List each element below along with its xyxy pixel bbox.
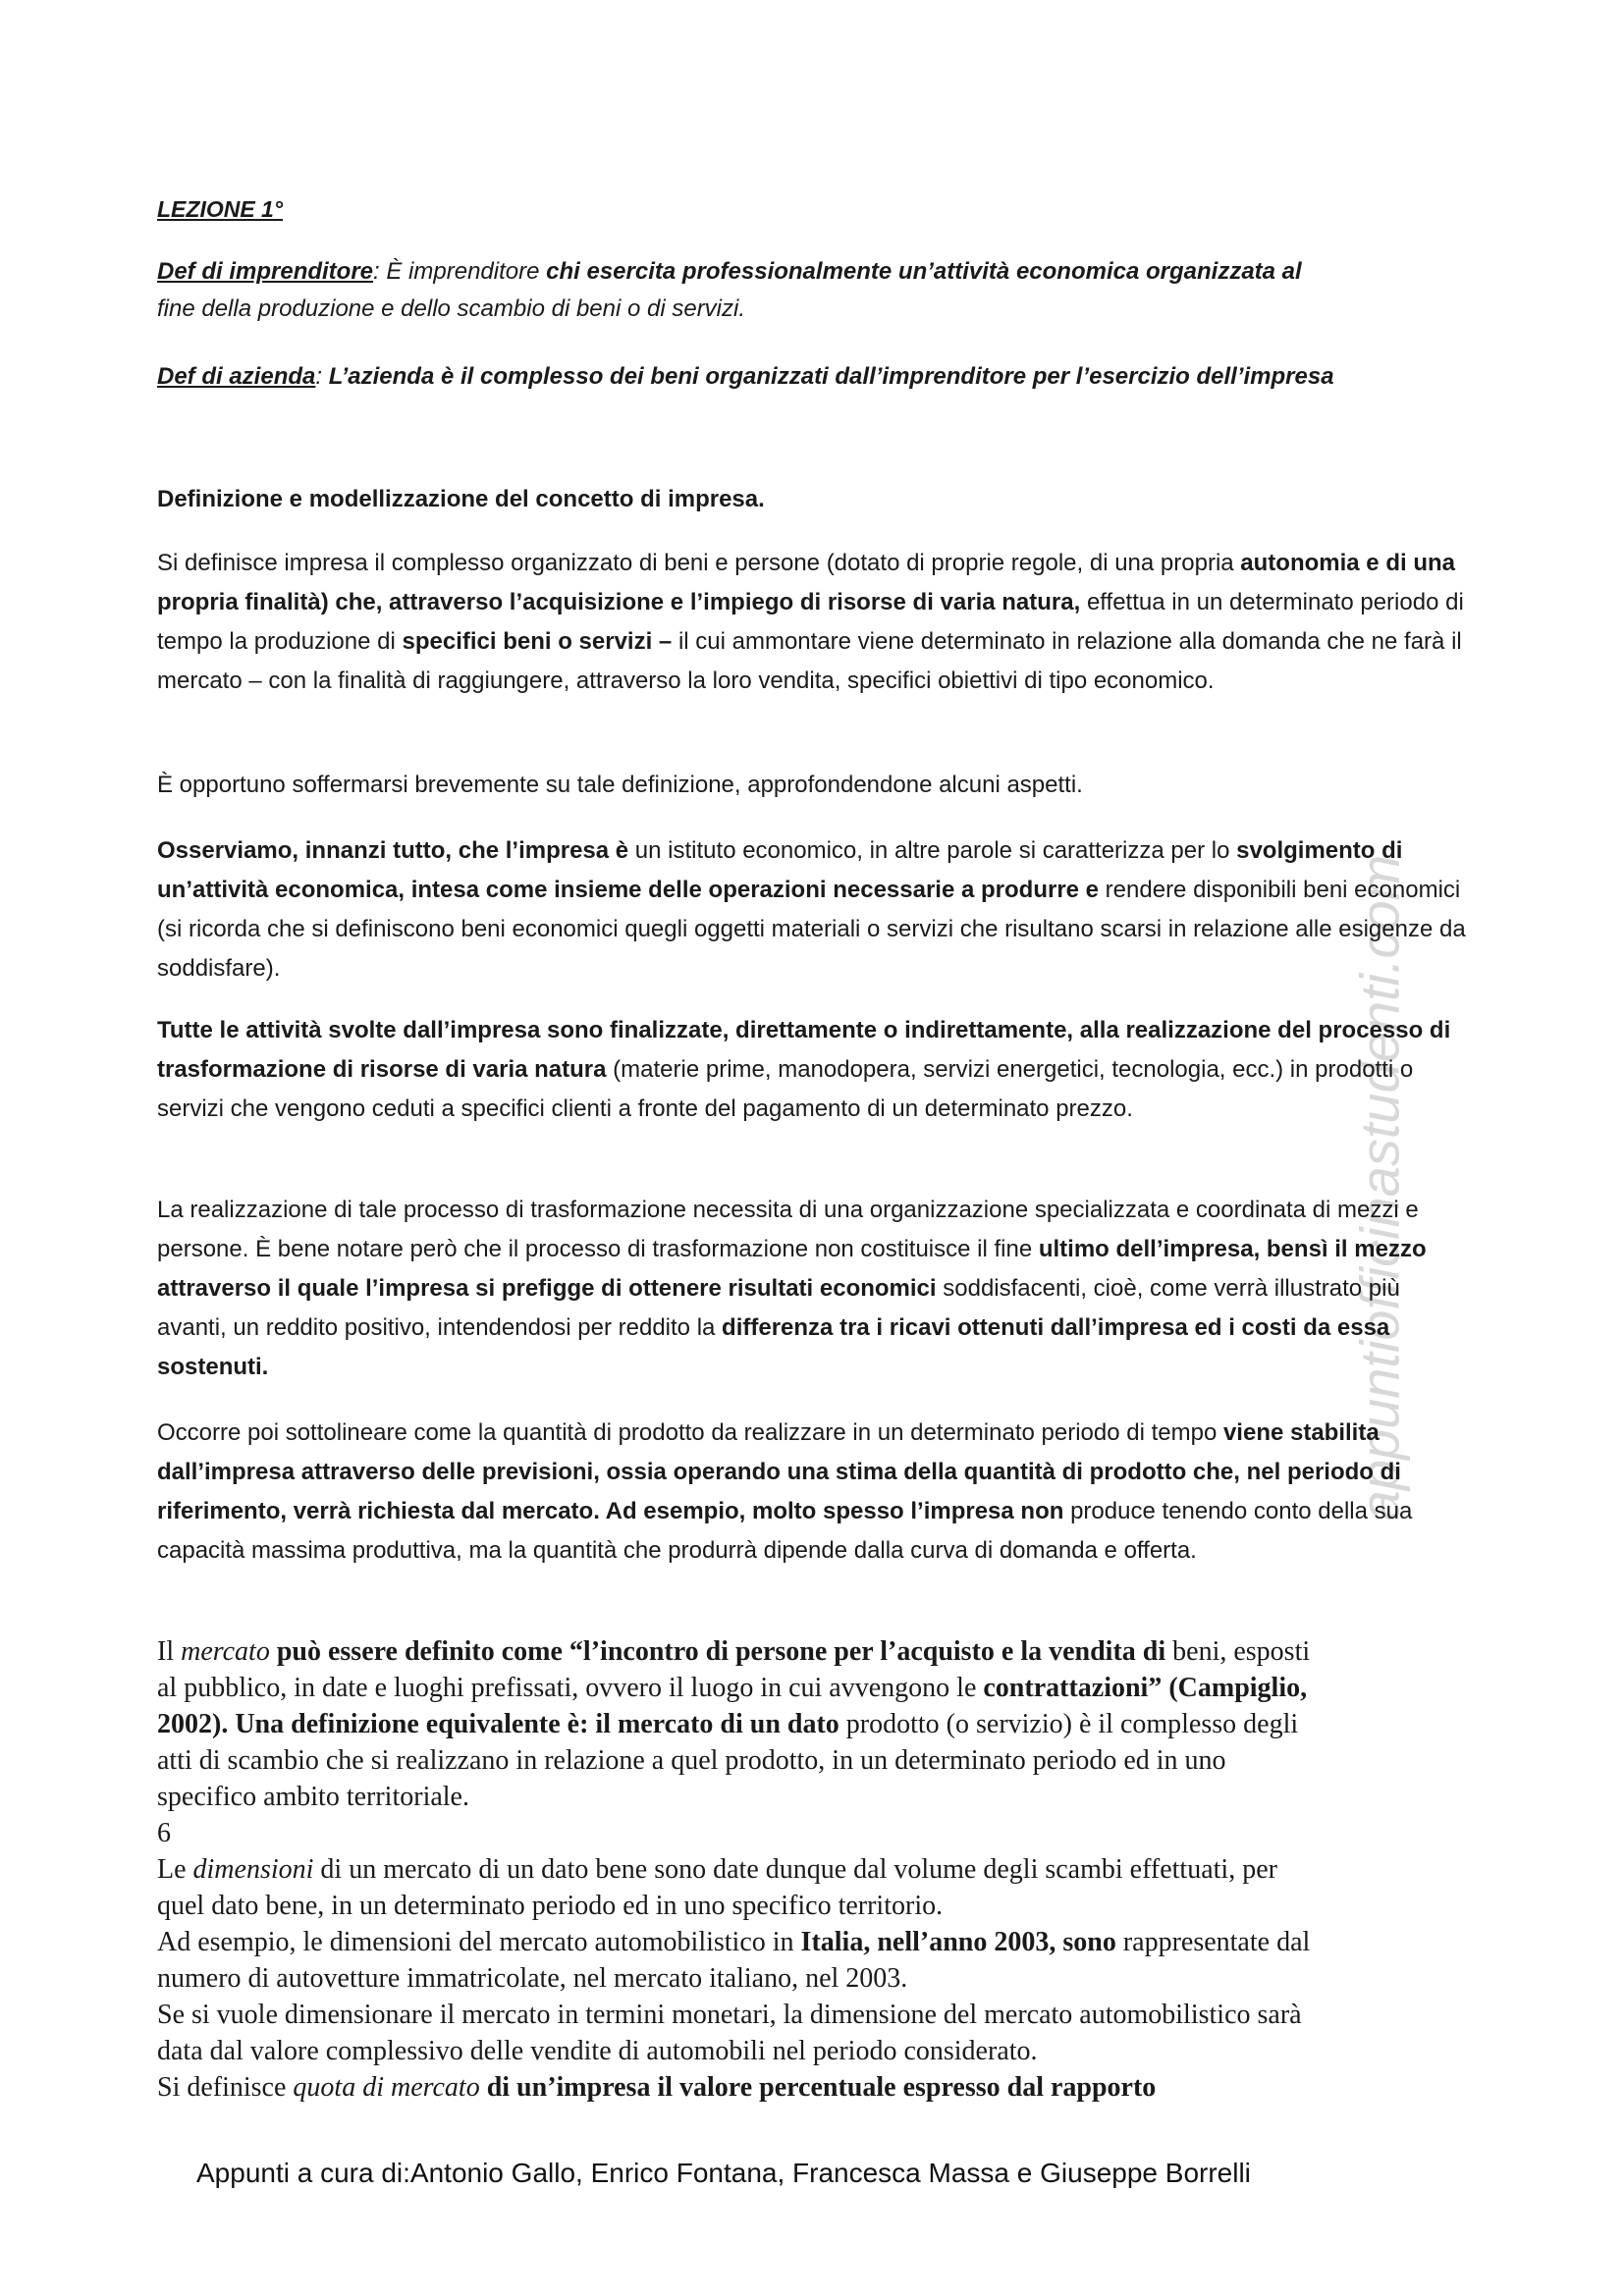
market-definition xyxy=(157,1633,1316,1815)
page-footer: Appunti a cura di:Antonio Gallo, Enrico Fontana, Francesca Massa e Giuseppe Borrelli xyxy=(196,2158,1251,2188)
def-colon: : xyxy=(373,258,387,285)
definition-azienda xyxy=(157,358,1463,396)
bold-run: differenza tra i ricavi ottenuti dall’impresa ed i costi da essa sostenuti. xyxy=(157,1314,1390,1380)
text-run: La realizzazione di tale processo di trasformazione necessita di una organizzazione specializzata e coordinata di mezzi e persone. È bene notare però che il processo di trasformazione non costituisce il fine xyxy=(157,1197,1419,1262)
text-run: soddisfacenti, cioè, come verrà illustrato più avanti, un reddito positivo, intendendosi per reddito la xyxy=(157,1275,1400,1341)
def-text: L’azienda è il complesso dei beni organizzati dall’imprenditore per l’esercizio dell’impresa xyxy=(328,363,1334,390)
section-heading: Definizione e modellizzazione del concetto di impresa. xyxy=(157,486,765,512)
italic-term: mercato xyxy=(181,1636,270,1667)
paragraph-6 xyxy=(157,1414,1469,1571)
def-rest: fine della produzione e dello scambio di beni o di servizi. xyxy=(157,295,746,322)
text-run: Le xyxy=(157,1854,193,1885)
text-run: il cui ammontare viene determinato in relazione alla domanda che ne farà il mercato – con la finalità di raggiungere, attraverso la loro vendita, specifici obiettivi di tipo economico. xyxy=(157,628,1462,694)
paragraph-2: È opportuno soffermarsi brevemente su tale definizione, approfondendone alcuni aspetti. xyxy=(157,772,1083,798)
text-run: un istituto economico, in altre parole si caratterizza per lo xyxy=(628,837,1237,864)
def-bold: chi esercita professionalmente un’attività economica organizzata al xyxy=(546,258,1302,285)
text-run: Si definisce impresa il complesso organizzato di beni e persone (dotato di proprie regole, di una propria xyxy=(157,550,1241,576)
bold-run: può essere definito come “l’incontro di persone per l’acquisto e la vendita di xyxy=(269,1636,1166,1667)
paragraph-1 xyxy=(157,544,1469,701)
text-run: (materie prime, manodopera, servizi energetici, tecnologia, ecc.) in prodotti o servizi che vengono ceduti a specifici clienti a fronte del pagamento di un determinato prezzo. xyxy=(157,1056,1414,1122)
page-number: 6 xyxy=(157,1818,171,1848)
bold-run: Osserviamo, innanzi tutto, che l’impresa è xyxy=(157,837,629,864)
bold-run: autonomia e di una propria finalità) che, attraverso l’acquisizione e l’impiego di risorse di varia natura, xyxy=(157,550,1455,615)
def-label: Def di imprenditore xyxy=(157,258,374,285)
text-run: produce tenendo conto della sua capacità massima produttiva, ma la quantità che produrrà dipende dalla curva di domanda e offerta. xyxy=(157,1498,1413,1564)
def-colon: : xyxy=(315,363,329,390)
paragraph-3 xyxy=(157,831,1469,988)
bold-run: Italia, nell’anno 2003, sono xyxy=(800,1927,1116,1957)
bold-run: svolgimento di un’attività economica, intesa come insieme delle operazioni necessarie a produrre e xyxy=(157,837,1403,903)
text-run: beni, esposti al pubblico, in date e luoghi prefissati, ovvero il luogo in cui avvengono le xyxy=(157,1636,1311,1703)
definition-imprenditore xyxy=(157,253,1463,328)
watermark-text: appuntiofficinastudenti.com xyxy=(1348,854,1411,1522)
text-run: Si definisce xyxy=(157,2072,294,2103)
bold-run: specifici beni o servizi – xyxy=(402,628,673,655)
text-run: effettua in un determinato periodo di tempo la produzione di xyxy=(157,589,1464,655)
market-dimensions xyxy=(157,1851,1316,2106)
text-run: rappresentate dal numero di autovetture immatricolate, nel mercato italiano, nel 2003. xyxy=(157,1927,1311,1994)
def-lead: È imprenditore xyxy=(386,258,547,285)
italic-term: dimensioni xyxy=(192,1854,314,1885)
bold-run: contrattazioni” (Campiglio, 2002). Una definizione equivalente è: il mercato di un dato xyxy=(157,1673,1308,1739)
text-run: Ad esempio, le dimensioni del mercato automobilistico in xyxy=(157,1927,801,1957)
text-run: di un mercato di un dato bene sono date dunque dal volume degli scambi effettuati, per quel dato bene, in un determinato periodo ed in uno specifico territorio. xyxy=(157,1854,1277,1921)
bold-run: Tutte le attività svolte dall’impresa sono finalizzate, direttamente o indirettamente, alla realizzazione del processo di trasformazione di risorse di varia natura xyxy=(157,1017,1451,1083)
text-run: prodotto (o servizio) è il complesso degli atti di scambio che si realizzano in relazione a quel prodotto, in un determinato periodo ed in uno specifico ambito territoriale. xyxy=(157,1709,1299,1812)
paragraph-4 xyxy=(157,1011,1469,1129)
paragraph-5 xyxy=(157,1191,1469,1387)
text-run: Se si vuole dimensionare il mercato in termini monetari, la dimensione del mercato automobilistico sarà data dal valore complessivo delle vendite di automobili nel periodo considerato. xyxy=(157,2000,1302,2066)
text-run: Il xyxy=(157,1636,182,1667)
italic-term: quota di mercato xyxy=(293,2072,480,2103)
lesson-title: LEZIONE 1° xyxy=(157,196,284,222)
text-run: rendere disponibili beni economici (si ricorda che si definiscono beni economici quegli oggetti materiali o servizi che risultano scarsi in relazione alle esigenze da soddisfare). xyxy=(157,877,1466,982)
text-run: Occorre poi sottolineare come la quantità di prodotto da realizzare in un determinato periodo di tempo xyxy=(157,1419,1223,1446)
bold-run: viene stabilita dall’impresa attraverso delle previsioni, ossia operando una stima della quantità di prodotto che, nel periodo di riferimento, verrà richiesta dal mercato. Ad esempio, molto spesso l’impresa non xyxy=(157,1419,1401,1524)
bold-run: ultimo dell’impresa, bensì il mezzo attraverso il quale l’impresa si prefigge di ottenere risultati economici xyxy=(157,1236,1427,1302)
def-label: Def di azienda xyxy=(157,363,316,390)
bold-run: di un’impresa il valore percentuale espresso dal rapporto xyxy=(479,2072,1157,2103)
